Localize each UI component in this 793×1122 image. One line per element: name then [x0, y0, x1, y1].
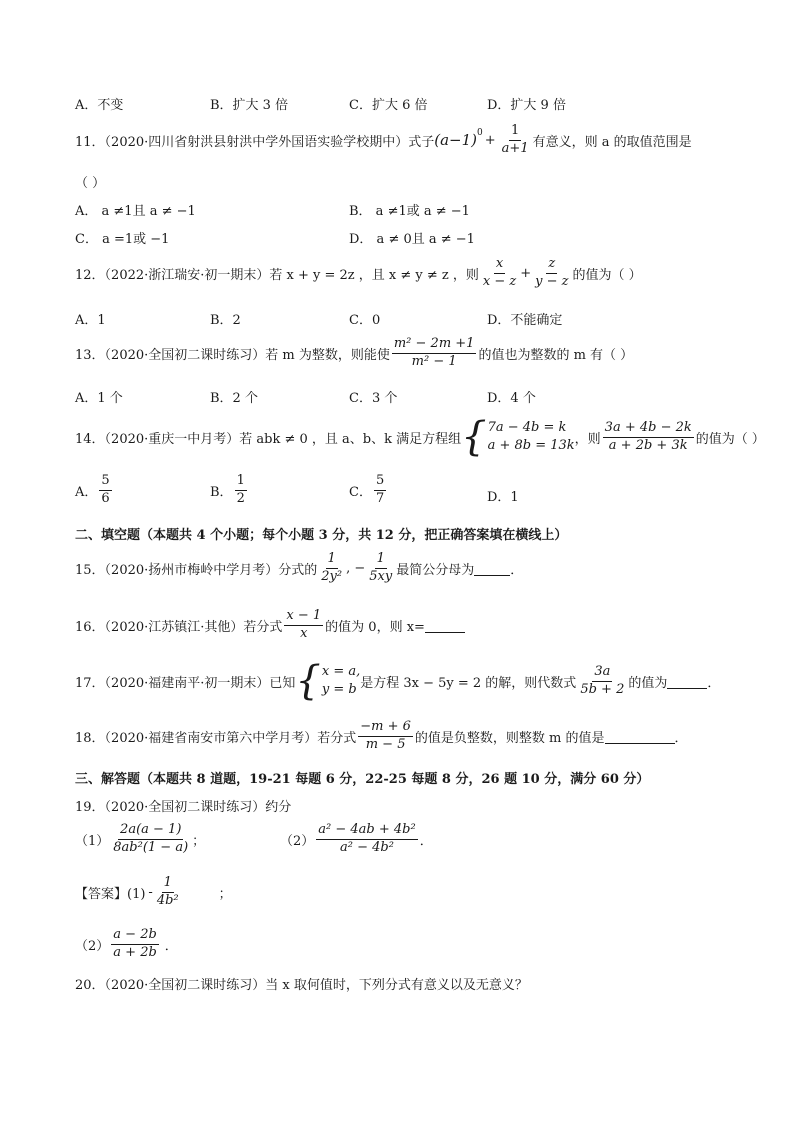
q19-part1-num: 2a(a − 1) [118, 823, 183, 840]
q16-fraction-num: x − 1 [284, 609, 323, 626]
q15-separator: , − [346, 560, 366, 576]
q11-option-b: B． a ≠1或 a ≠ −1 [349, 204, 470, 219]
q18-answer-blank[interactable] [605, 729, 675, 744]
q14-fraction-den: a + 2b + 3k [608, 437, 688, 453]
q14-brace-glyph: { [461, 414, 487, 460]
q13-fraction [392, 337, 477, 370]
q12-option-a: A．1 [75, 313, 106, 328]
q11-option-c: C． a =1或 −1 [75, 232, 170, 247]
q13-stem-suffix: 的值也为整数的 m 有（ ） [478, 347, 634, 363]
q15-end: ． [510, 562, 524, 578]
q12-option-d: D．不能确定 [487, 313, 563, 328]
q12-plus: + [520, 265, 532, 281]
q17-stem [75, 658, 721, 704]
q19-answer-2-num: a − 2b [111, 928, 159, 945]
q15-answer-blank[interactable] [474, 561, 510, 576]
q19-answer-2-den: a + 2b [113, 944, 157, 960]
q19-answer-2-label: （2） [75, 938, 110, 954]
q13-fraction-num: m² − 2m +1 [392, 337, 477, 354]
q17-fraction [578, 665, 626, 698]
q11-stem [75, 124, 692, 157]
q19-answer-2-fraction [111, 928, 159, 961]
q10-option-a: A．不变 [75, 98, 124, 113]
q18-stem [75, 720, 688, 753]
q15-fraction-1-num: 1 [326, 552, 338, 569]
q19-part2 [280, 823, 433, 856]
q13-fraction-den: m² − 1 [411, 353, 457, 369]
q12-option-b: B．2 [210, 313, 241, 328]
q10-option-b: B．扩大 3 倍 [210, 98, 289, 113]
q13-option-a: A．1 个 [75, 391, 123, 406]
q11-fraction-den: a+1 [501, 140, 529, 156]
q12-fraction-1 [481, 257, 518, 290]
q14-option-a-den: 6 [101, 490, 110, 506]
q11-option-a: A． a ≠1且 a ≠ −1 [75, 204, 196, 219]
q14-fraction-num: 3a + 4b − 2k [603, 421, 694, 438]
q19-part1-label: （1） [75, 833, 110, 849]
q19-part2-den: a² − 4b² [340, 839, 394, 855]
q15-fraction-2 [367, 552, 394, 585]
q19-answer-1 [75, 876, 232, 909]
q12-option-c: C．0 [349, 313, 381, 328]
q16-stem-suffix: 的值为 0，则 x= [325, 619, 425, 635]
q19-part2-num: a² − 4ab + 4b² [316, 823, 417, 840]
q14-option-b-fraction [235, 474, 247, 507]
q14-mid: ，则 [574, 431, 601, 447]
q15-fraction-1 [319, 552, 344, 585]
q17-end: ． [707, 675, 721, 691]
q19-answer-label: 【答案】(1) [75, 886, 146, 902]
q14-fraction [603, 421, 694, 454]
q19-answer-2 [75, 928, 178, 961]
q14-option-c-label: C． [349, 484, 372, 500]
q19-part2-label: （2） [280, 833, 315, 849]
q11-fraction [500, 124, 531, 157]
q11-stem-suffix: 有意义，则 a 的取值范围是 [532, 134, 692, 150]
q17-fraction-num: 3a [592, 665, 612, 682]
q18-stem-prefix: 18．（2020·福建省南安市第六中学月考）若分式 [75, 730, 357, 746]
q14-option-a-num: 5 [99, 474, 111, 491]
q15-stem-prefix: 15．（2020·扬州市梅岭中学月考）分式的 [75, 562, 318, 578]
q18-fraction [358, 720, 413, 753]
q19-answer-1-fraction [155, 876, 181, 909]
q16-fraction-den: x [300, 625, 308, 641]
q20-stem: 20．（2020·全国初二课时练习）当 x 取何值时，下列分式有意义以及无意义？ [75, 978, 528, 993]
q11-exponent: 0 [477, 128, 483, 139]
q11-paren: （ ） [75, 176, 106, 191]
q12-stem [75, 257, 642, 290]
q14-option-a-fraction [99, 474, 111, 507]
q17-brace-glyph: { [295, 658, 321, 704]
q13-stem-prefix: 13．（2020·全国初二课时练习）若 m 为整数，则能使 [75, 347, 390, 363]
q15-fraction-2-num: 1 [375, 552, 387, 569]
q19-answer-1-num: 1 [162, 876, 174, 893]
q13-option-b: B．2 个 [210, 391, 258, 406]
q19-answer-1-sign: - [148, 884, 153, 900]
q12-stem-prefix: 12．（2022·浙江瑞安·初一期末）若 x + y = 2z ，且 x ≠ y ≠ z ，则 [75, 267, 479, 283]
q14-option-c-num: 5 [374, 474, 386, 491]
q15-fraction-2-den: 5xy [369, 568, 393, 584]
q12-fraction-2 [533, 257, 570, 290]
q13-stem [75, 337, 633, 370]
q19-part1-end: ； [192, 833, 206, 849]
q15-stem-suffix: 最简公分母为 [396, 562, 475, 578]
q17-eq1: x = a, [321, 664, 361, 680]
q18-fraction-den: m − 5 [365, 736, 406, 752]
q19-part1-den: 8ab²(1 − a) [113, 839, 189, 855]
q17-stem-suffix: 的值为 [628, 675, 668, 691]
q14-stem-suffix: 的值为（ ） [695, 431, 765, 447]
q14-eq1: 7a − 4b = k [487, 420, 567, 436]
q14-option-a-label: A． [75, 484, 98, 500]
q16-stem [75, 609, 465, 642]
q14-eq2: a + 8b = 13k [487, 438, 575, 453]
q17-stem-prefix: 17．（2020·福建南平·初一期末）已知 [75, 675, 296, 691]
q19-part2-end: ． [419, 833, 433, 849]
q14-option-c-fraction [374, 474, 386, 507]
q16-fraction [284, 609, 323, 642]
q10-option-c: C．扩大 6 倍 [349, 98, 428, 113]
q12-fraction-1-den: x − z [482, 273, 517, 289]
q11-fraction-num: 1 [509, 124, 521, 141]
q13-option-c: C．3 个 [349, 391, 398, 406]
q19-stem: 19．（2020·全国初二课时练习）约分 [75, 800, 292, 815]
q19-answer-1-end: ； [218, 886, 232, 902]
q11-stem-prefix: 11．（2020·四川省射洪县射洪中学外国语实验学校期中）式子 [75, 134, 435, 150]
q14-option-b-den: 2 [236, 490, 245, 506]
q14-system [461, 414, 575, 460]
q19-part2-fraction [316, 823, 417, 856]
q19-part1 [75, 823, 205, 856]
q14-stem-prefix: 14．（2020·重庆一中月考）若 abk ≠ 0 ，且 a、b、k 满足方程组 [75, 431, 462, 447]
q14-option-b-label: B． [210, 484, 233, 500]
q11-plus: + [484, 132, 496, 148]
q12-fraction-2-den: y − z [535, 273, 569, 289]
q17-fraction-den: 5b + 2 [580, 681, 625, 697]
q19-answer-1-den: 4b² [156, 892, 179, 908]
q10-option-d: D．扩大 9 倍 [487, 98, 566, 113]
q11-expr-left: (a−1) [434, 131, 478, 150]
q14-option-a [75, 474, 114, 507]
q14-option-b-num: 1 [235, 474, 247, 491]
q18-stem-suffix: 的值是负整数，则整数 m 的值是 [414, 730, 605, 746]
q19-part1-fraction [111, 823, 190, 856]
q12-fraction-1-num: x [494, 257, 505, 274]
q14-option-c [349, 474, 388, 507]
q16-answer-blank[interactable] [425, 618, 465, 633]
q12-stem-suffix: 的值为（ ） [572, 267, 642, 283]
q17-answer-blank[interactable] [667, 674, 707, 689]
q17-eq2: y = b [321, 682, 357, 697]
section3-heading: 三、解答题（本题共 8 道题，19-21 每题 6 分，22-25 每题 8 分，26 题 10 分，满分 60 分） [75, 772, 650, 787]
q12-fraction-2-num: z [546, 257, 557, 274]
q14-stem [75, 414, 765, 460]
q19-answer-2-end: ． [164, 938, 178, 954]
q17-system [295, 658, 361, 704]
q15-stem [75, 552, 523, 585]
q18-end: ． [674, 730, 688, 746]
q11-option-d: D． a ≠ 0且 a ≠ −1 [349, 232, 475, 247]
q15-fraction-1-den: 2y² [321, 568, 343, 584]
q14-option-d: D．1 [487, 490, 519, 505]
q14-option-b [210, 474, 249, 507]
q17-mid: 是方程 3x − 5y = 2 的解，则代数式 [360, 675, 577, 691]
q14-option-c-den: 7 [375, 490, 385, 506]
section2-heading: 二、填空题（本题共 4 个小题；每个小题 3 分，共 12 分，把正确答案填在横线上） [75, 528, 568, 543]
q16-stem-prefix: 16．（2020·江苏镇江·其他）若分式 [75, 619, 283, 635]
q13-option-d: D．4 个 [487, 391, 536, 406]
q18-fraction-num: −m + 6 [358, 720, 413, 737]
